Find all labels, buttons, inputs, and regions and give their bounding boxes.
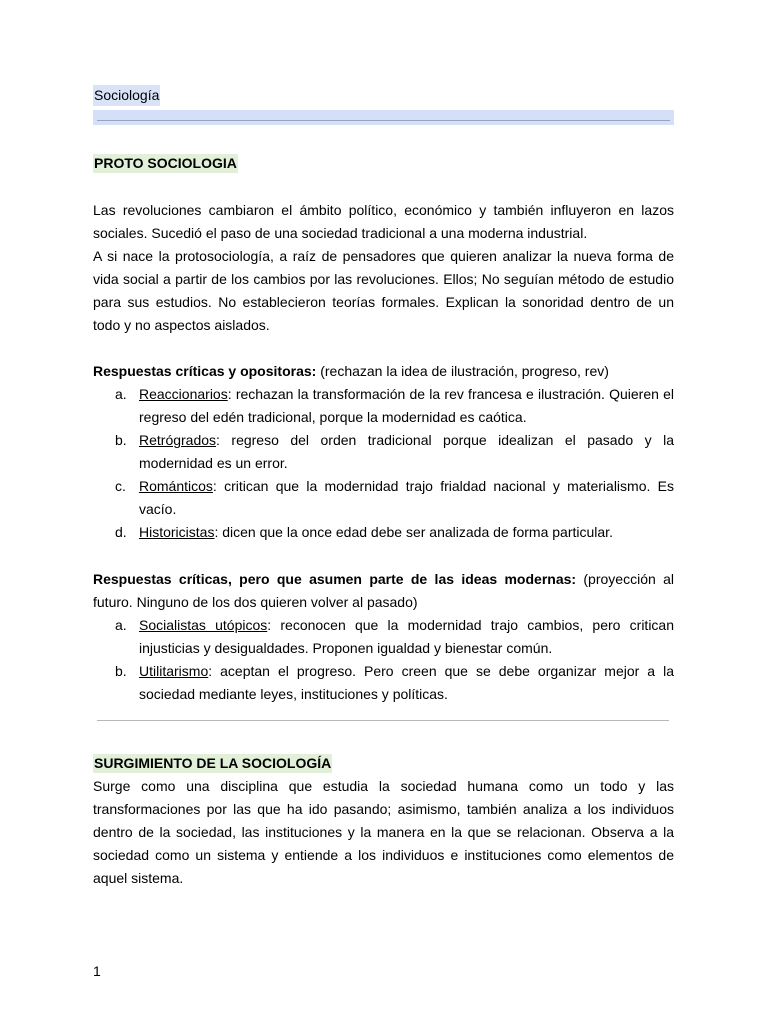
- proto-body: [93, 199, 674, 337]
- criticas-lead-bold: Respuestas críticas y opositoras:: [93, 363, 317, 379]
- list-item: [93, 521, 674, 544]
- criticas-lead-rest: (rechazan la idea de ilustración, progreso, rev): [316, 363, 609, 379]
- criticas-lead: [93, 360, 674, 383]
- list-text: : dicen que la once edad debe ser analizada de forma particular.: [214, 524, 613, 540]
- list-marker: b.: [115, 432, 127, 448]
- modernas-lead: [93, 568, 674, 614]
- list-term: Socialistas utópicos: [139, 617, 268, 633]
- document-title: Sociología: [93, 85, 160, 106]
- list-item: [93, 660, 674, 706]
- list-text: : reconocen que la modernidad trajo cambios, pero critican injusticias y desigualdades. Proponen igualdad y bienestar común.: [139, 617, 675, 656]
- list-marker: a.: [115, 617, 127, 633]
- list-marker: a.: [115, 386, 127, 402]
- modernas-lead-rest: (proyección al futuro. Ninguno de los dos quieren volver al pasado): [93, 571, 674, 610]
- list-text: : critican que la modernidad trajo frialdad nacional y materialismo. Es vacío.: [139, 478, 674, 517]
- list-term: Historicistas: [139, 524, 215, 540]
- section-heading-proto: PROTO SOCIOLOGIA: [94, 155, 237, 171]
- page-number: 1: [93, 963, 101, 979]
- list-term: Retrógrados: [139, 432, 217, 448]
- list-marker: d.: [115, 524, 127, 540]
- proto-paragraph-2: A si nace la protosociología, a raíz de pensadores que quieren analizar la nueva forma de vida social a partir de los cambios por las revoluciones. Ellos; No seguían método de estudio para sus estudios. No establecieron teorías formales. Explican la sonoridad dentro de un todo y no aspectos aislados.: [93, 248, 674, 333]
- list-marker: b.: [115, 663, 127, 679]
- list-item: [93, 429, 674, 475]
- criticas-list: [93, 383, 674, 544]
- surgimiento-paragraph: Surge como una disciplina que estudia la sociedad humana como un todo y las transformaciones por las que ha ido pasando; asimismo, también analiza a los individuos dentro de la sociedad, las instituciones y la manera en la que se relacionan. Observa a la sociedad como un sistema y entiende a los individuos e instituciones como elementos de aquel sistema.: [93, 778, 674, 886]
- list-term: Románticos: [139, 478, 213, 494]
- title-rule: [97, 120, 670, 121]
- list-term: Utilitarismo: [139, 663, 209, 679]
- list-text: : regreso del orden tradicional porque idealizan el pasado y la modernidad es un error.: [139, 432, 674, 471]
- modernas-lead-bold: Respuestas críticas, pero que asumen parte de las ideas modernas:: [93, 571, 577, 587]
- title-band: [93, 110, 674, 125]
- list-text: : rechazan la transformación de la rev francesa e ilustración. Quieren el regreso del edén tradicional, porque la modernidad es caótica.: [139, 386, 674, 425]
- list-marker: c.: [115, 478, 126, 494]
- section-heading-surgimiento: SURGIMIENTO DE LA SOCIOLOGÍA: [94, 755, 332, 771]
- list-term: Reaccionarios: [139, 386, 228, 402]
- proto-paragraph-1: Las revoluciones cambiaron el ámbito político, económico y también influyeron en lazos sociales. Sucedió el paso de una sociedad tradicional a una moderna industrial.: [93, 202, 674, 241]
- section-divider: [97, 720, 669, 721]
- list-item: [93, 383, 674, 429]
- modernas-list: [93, 614, 674, 706]
- list-text: : aceptan el progreso. Pero creen que se debe organizar mejor a la sociedad mediante leyes, instituciones y políticas.: [139, 663, 674, 702]
- surgimiento-body: [93, 775, 674, 890]
- list-item: [93, 614, 674, 660]
- list-item: [93, 475, 674, 521]
